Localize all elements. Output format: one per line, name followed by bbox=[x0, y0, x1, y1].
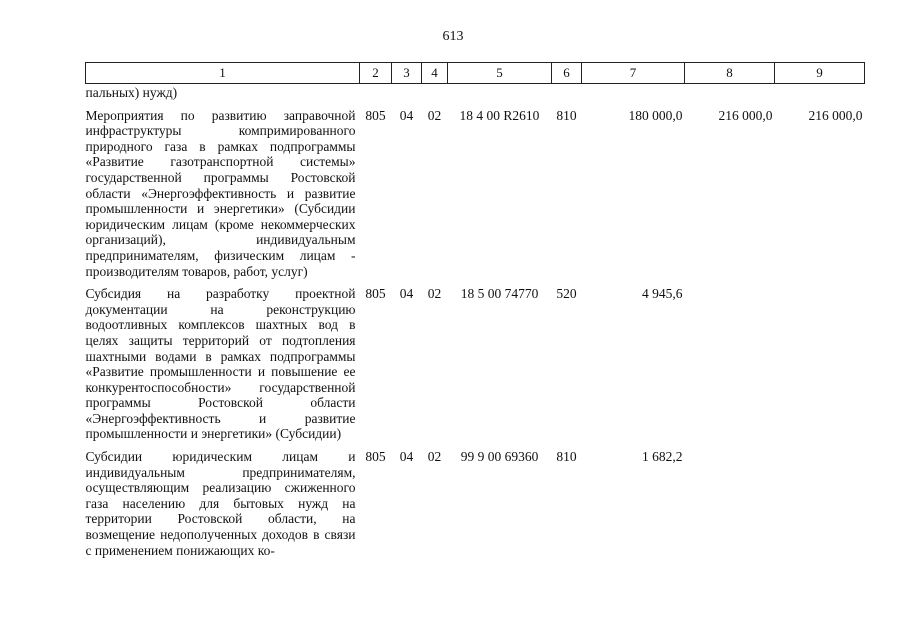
target-article-code: 18 5 00 74770 bbox=[460, 286, 539, 302]
table-row bbox=[86, 101, 865, 280]
page-number: 613 bbox=[442, 29, 464, 44]
column-header: 5 bbox=[448, 63, 552, 84]
amount-col-7: 4 945,6 bbox=[642, 286, 683, 302]
row-description: Мероприятия по развитию заправочной инфраструктуры компримированного природного газа в рамках подпрограммы «Развитие газотранспортной системы» государственной программы Ростовской области «Энергоэффективность и развитие промышленности и энергетики» (Субсидии юридическим лицам (кроме некоммерческих организаций), индивидуальным предпринимателям, физическим лицам - производителям товаров, работ, услуг) bbox=[85, 107, 356, 279]
amount-col-9 bbox=[775, 279, 865, 442]
column-header: 9 bbox=[775, 63, 865, 84]
continuation-row bbox=[86, 84, 865, 101]
table-body bbox=[86, 84, 865, 559]
budget-table bbox=[85, 62, 865, 558]
amount-col-7: 1 682,2 bbox=[642, 449, 683, 465]
continuation-text: пальных) нужд) bbox=[85, 85, 178, 100]
column-header: 4 bbox=[422, 63, 448, 84]
subsection-code: 02 bbox=[427, 449, 442, 465]
amount-col-7: 180 000,0 bbox=[628, 107, 683, 123]
column-header: 8 bbox=[685, 63, 775, 84]
table-row bbox=[86, 442, 865, 558]
subsection-code: 02 bbox=[427, 286, 442, 302]
section-code: 04 bbox=[399, 286, 414, 302]
table-header bbox=[86, 63, 865, 84]
amount-col-8 bbox=[685, 442, 775, 558]
row-description: Субсидия на разработку проектной документации на реконструкцию водоотливных комплексов шахтных вод в целях защиты территорий от подтопления шахтными водами в рамках подпрограммы «Развитие промышленности и повышение ее конкурентоспособности» государственной программы Ростовской области «Энергоэффективность и развитие промышленности и энергетики» (Субсидии) bbox=[85, 286, 356, 442]
ministry-code: 805 bbox=[365, 107, 386, 123]
target-article-code: 99 9 00 69360 bbox=[460, 449, 539, 465]
subsection-code: 02 bbox=[427, 107, 442, 123]
ministry-code: 805 bbox=[365, 449, 386, 465]
column-header: 3 bbox=[392, 63, 422, 84]
column-header: 6 bbox=[552, 63, 582, 84]
expense-type-code: 520 bbox=[556, 286, 577, 302]
section-code: 04 bbox=[399, 107, 414, 123]
column-header: 2 bbox=[360, 63, 392, 84]
header-row bbox=[86, 63, 865, 84]
section-code: 04 bbox=[399, 449, 414, 465]
row-description: Субсидии юридическим лицам и индивидуальным предпринимателям, осуществляющим реализацию сжиженного газа населению для бытовых нужд на территории Ростовской области, на возмещение недополученных доходов в связи с применением понижающих ко- bbox=[85, 449, 356, 558]
amount-col-9 bbox=[775, 442, 865, 558]
target-article-code: 18 4 00 R2610 bbox=[459, 107, 540, 123]
table-row bbox=[86, 279, 865, 442]
ministry-code: 805 bbox=[365, 286, 386, 302]
amount-col-8: 216 000,0 bbox=[718, 107, 773, 123]
column-header: 7 bbox=[582, 63, 685, 84]
column-header: 1 bbox=[86, 63, 360, 84]
amount-col-9: 216 000,0 bbox=[808, 107, 863, 123]
expense-type-code: 810 bbox=[556, 107, 577, 123]
expense-type-code: 810 bbox=[556, 449, 577, 465]
amount-col-8 bbox=[685, 279, 775, 442]
